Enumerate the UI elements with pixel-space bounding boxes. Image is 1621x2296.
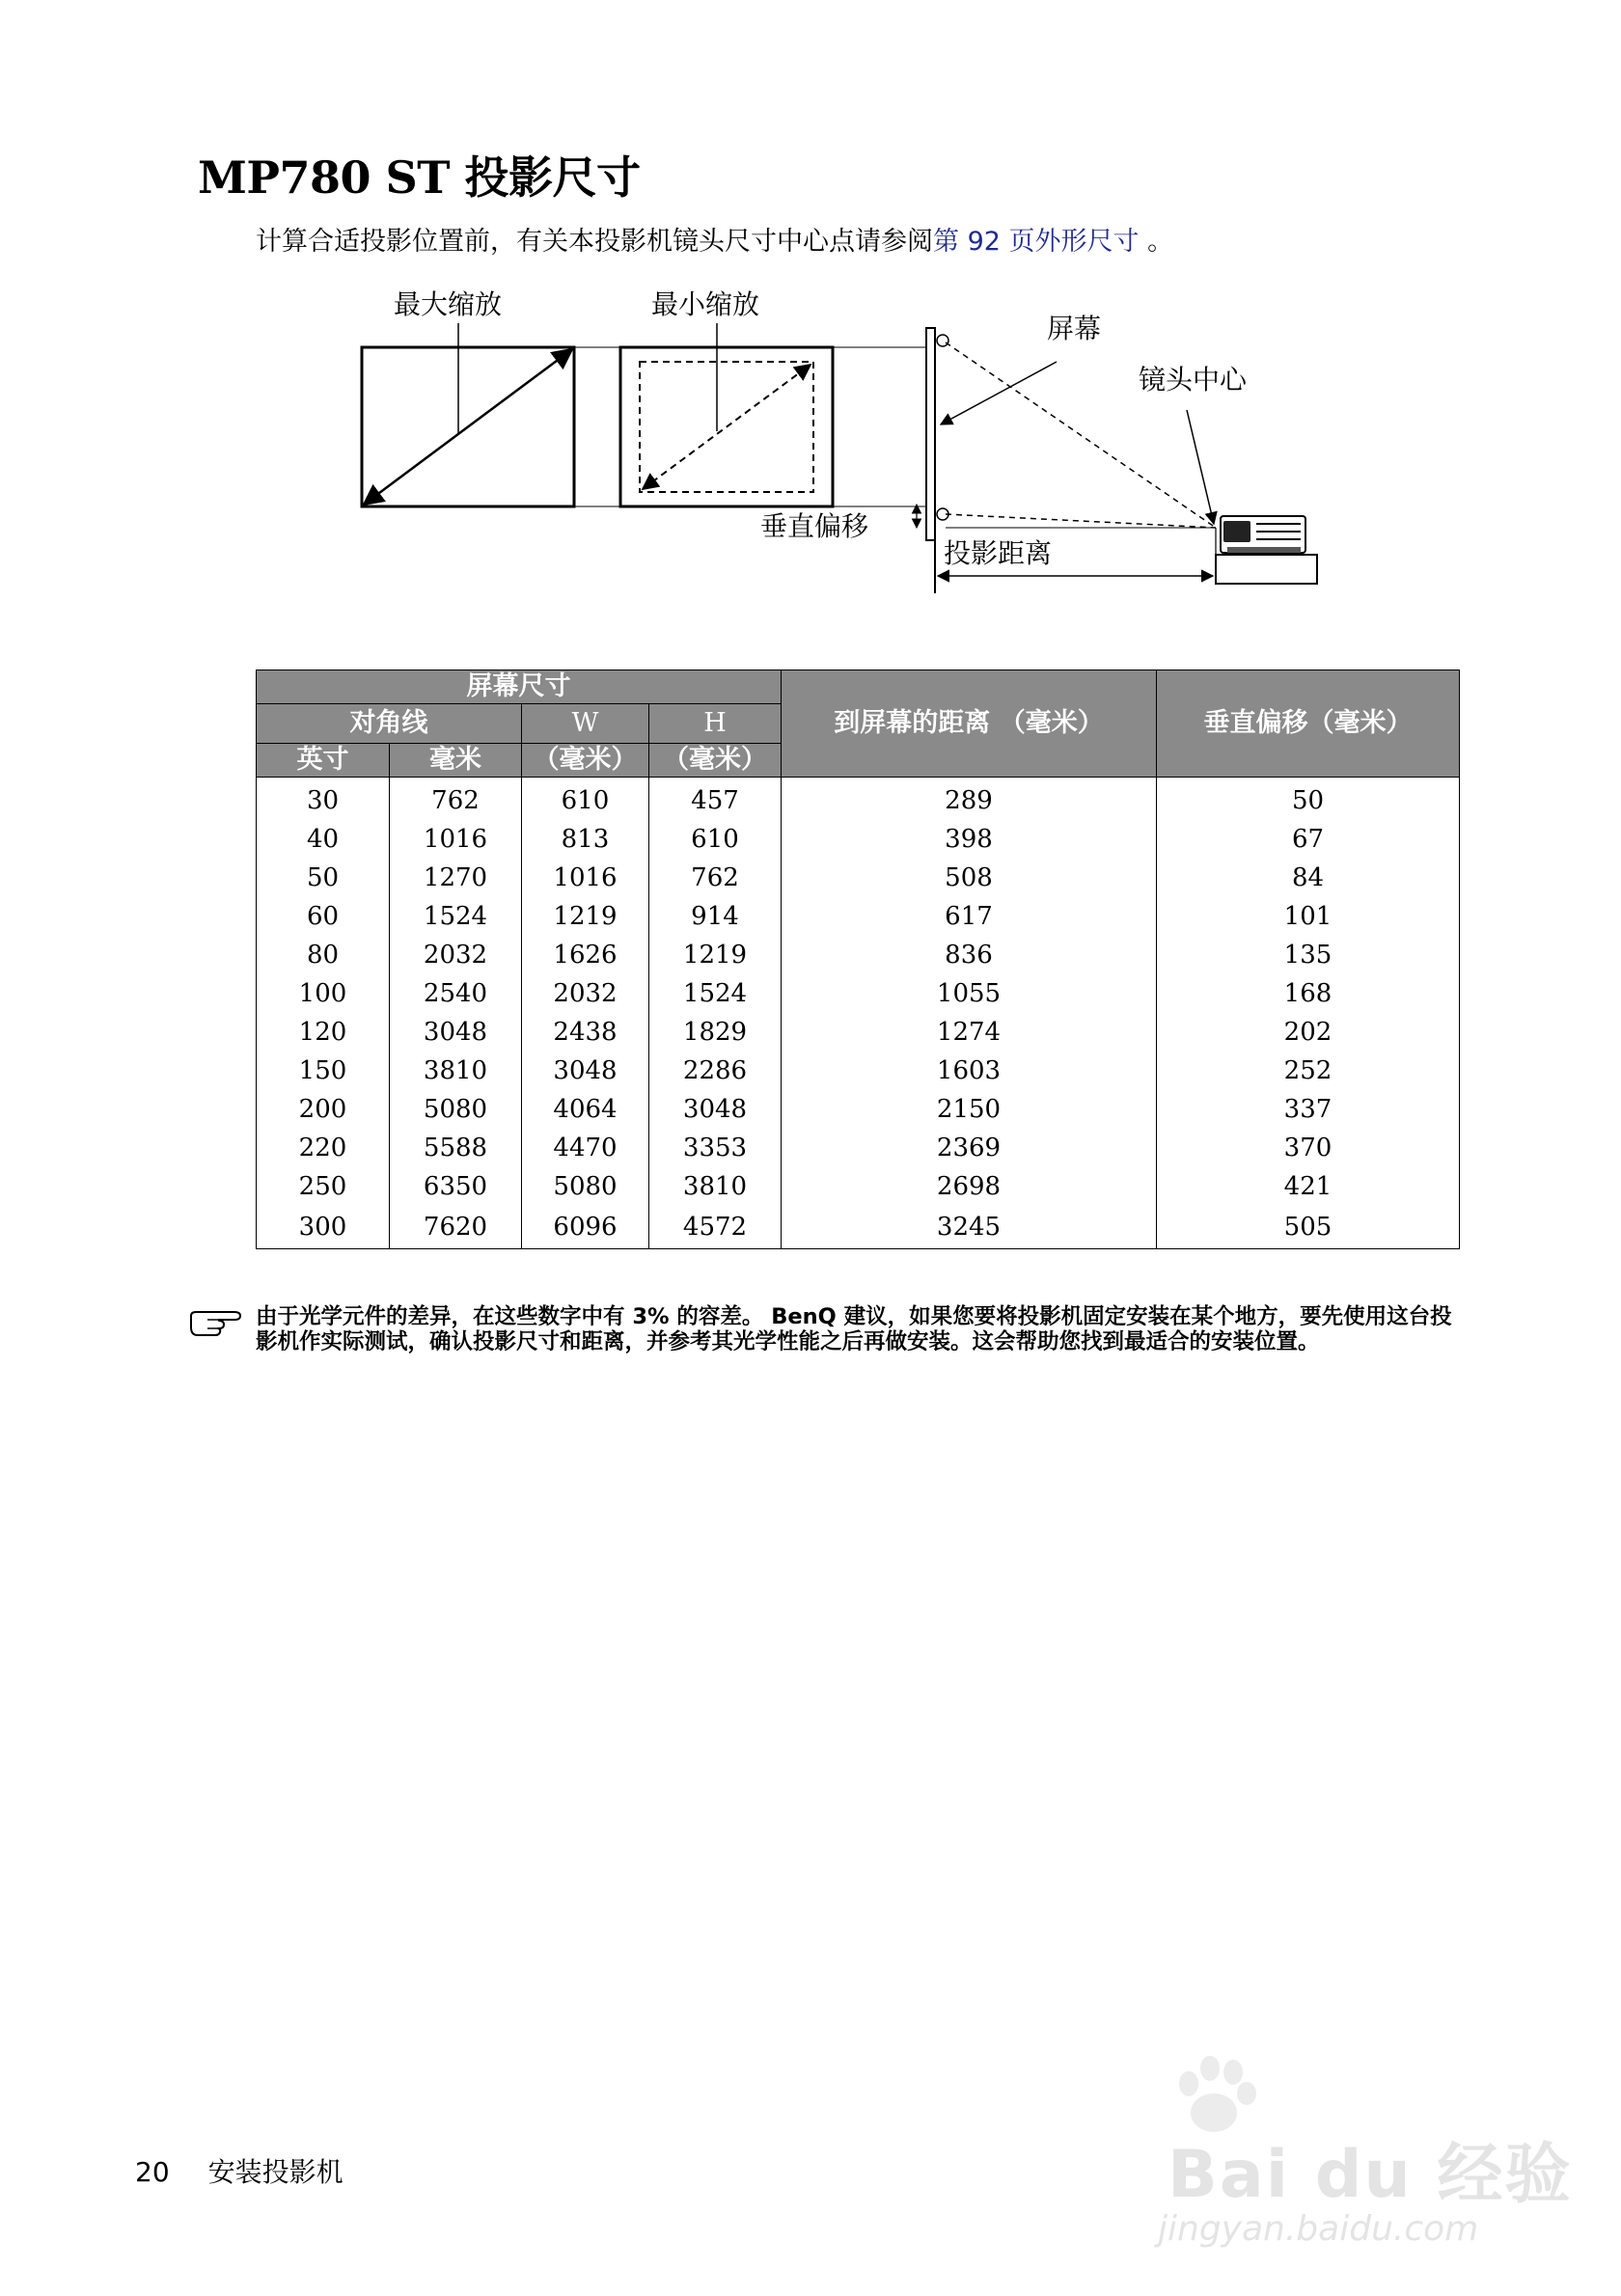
cell-h: 457 xyxy=(649,778,782,821)
cell-distance: 1603 xyxy=(782,1052,1157,1090)
cell-h: 762 xyxy=(649,859,782,897)
cell-distance: 508 xyxy=(782,859,1157,897)
table-row xyxy=(257,1206,1460,1249)
cell-offset: 168 xyxy=(1157,974,1460,1013)
projector-table xyxy=(1216,555,1317,584)
cell-h: 3353 xyxy=(649,1129,782,1167)
table-row xyxy=(257,859,1460,897)
table-row xyxy=(257,778,1460,821)
cell-mm: 6350 xyxy=(390,1167,522,1206)
label-projection-distance: 投影距离 xyxy=(944,537,1053,569)
cell-mm: 762 xyxy=(390,778,522,821)
cell-w: 5080 xyxy=(522,1167,649,1206)
cell-offset: 50 xyxy=(1157,778,1460,821)
cell-inch: 150 xyxy=(257,1052,390,1090)
cell-h: 1829 xyxy=(649,1013,782,1052)
beam-bottom xyxy=(946,514,1216,528)
header-w: W xyxy=(522,704,649,744)
screen-side xyxy=(926,328,935,540)
cell-inch: 200 xyxy=(257,1090,390,1129)
cell-distance: 836 xyxy=(782,936,1157,974)
cell-mm: 3048 xyxy=(390,1013,522,1052)
header-mm: 毫米 xyxy=(390,744,522,778)
cell-distance: 1055 xyxy=(782,974,1157,1013)
table-row xyxy=(257,974,1460,1013)
cell-inch: 300 xyxy=(257,1206,390,1249)
watermark-brand: Bai du 经验 xyxy=(1168,2137,1573,2213)
label-min-zoom: 最小缩放 xyxy=(651,288,760,320)
cell-distance: 2150 xyxy=(782,1090,1157,1129)
cell-w: 4064 xyxy=(522,1090,649,1129)
cell-w: 4470 xyxy=(522,1129,649,1167)
cell-offset: 101 xyxy=(1157,897,1460,936)
cell-mm: 2540 xyxy=(390,974,522,1013)
cell-mm: 7620 xyxy=(390,1206,522,1249)
cell-w: 610 xyxy=(522,778,649,821)
cell-mm: 5080 xyxy=(390,1090,522,1129)
cell-w: 6096 xyxy=(522,1206,649,1249)
page-title: MP780 ST 投影尺寸 xyxy=(198,151,641,204)
cell-w: 1219 xyxy=(522,897,649,936)
cell-inch: 80 xyxy=(257,936,390,974)
dimensions-link[interactable]: 第 92 页外形尺寸 xyxy=(933,227,1140,257)
section-name: 安装投影机 xyxy=(207,2156,343,2188)
cell-inch: 120 xyxy=(257,1013,390,1052)
cell-offset: 505 xyxy=(1157,1206,1460,1249)
cell-offset: 67 xyxy=(1157,820,1460,859)
cell-mm: 2032 xyxy=(390,936,522,974)
cell-distance: 398 xyxy=(782,820,1157,859)
cell-distance: 289 xyxy=(782,778,1157,821)
cell-offset: 337 xyxy=(1157,1090,1460,1129)
watermark-url: jingyan.baidu.com xyxy=(1158,2209,1479,2249)
cell-mm: 1270 xyxy=(390,859,522,897)
header-h-unit: （毫米） xyxy=(649,744,782,778)
table-row xyxy=(257,820,1460,859)
table-row xyxy=(257,897,1460,936)
projection-diagram xyxy=(347,275,1351,603)
cell-inch: 40 xyxy=(257,820,390,859)
cell-offset: 84 xyxy=(1157,859,1460,897)
table-row xyxy=(257,1167,1460,1206)
cell-h: 1219 xyxy=(649,936,782,974)
cell-h: 1524 xyxy=(649,974,782,1013)
cell-w: 1016 xyxy=(522,859,649,897)
cell-inch: 30 xyxy=(257,778,390,821)
lens-center-leader xyxy=(1187,410,1214,524)
header-offset: 垂直偏移（毫米） xyxy=(1157,670,1460,778)
pointing-hand-icon xyxy=(188,1306,244,1339)
cell-distance: 2698 xyxy=(782,1167,1157,1206)
projection-size-table xyxy=(256,670,1460,1249)
cell-offset: 421 xyxy=(1157,1167,1460,1206)
cell-h: 914 xyxy=(649,897,782,936)
cell-h: 610 xyxy=(649,820,782,859)
cell-mm: 1524 xyxy=(390,897,522,936)
cell-distance: 3245 xyxy=(782,1206,1157,1249)
cell-w: 3048 xyxy=(522,1052,649,1090)
cell-offset: 370 xyxy=(1157,1129,1460,1167)
cell-distance: 617 xyxy=(782,897,1157,936)
cell-w: 1626 xyxy=(522,936,649,974)
cell-inch: 100 xyxy=(257,974,390,1013)
page-number: 20 xyxy=(135,2156,170,2188)
tolerance-note xyxy=(188,1304,1471,1354)
cell-inch: 50 xyxy=(257,859,390,897)
page-footer xyxy=(135,2151,343,2190)
label-max-zoom: 最大缩放 xyxy=(394,288,503,320)
label-lens-center: 镜头中心 xyxy=(1139,364,1248,396)
cell-mm: 1016 xyxy=(390,820,522,859)
projector-icon xyxy=(1221,516,1305,553)
table-row xyxy=(257,1090,1460,1129)
header-w-unit: （毫米） xyxy=(522,744,649,778)
table-row xyxy=(257,1052,1460,1090)
intro-paragraph xyxy=(256,220,1173,258)
intro-suffix: 。 xyxy=(1139,227,1174,257)
label-vertical-offset: 垂直偏移 xyxy=(760,510,869,542)
cell-h: 3048 xyxy=(649,1090,782,1129)
header-inch: 英寸 xyxy=(257,744,390,778)
header-distance: 到屏幕的距离 （毫米） xyxy=(782,670,1157,778)
cell-inch: 220 xyxy=(257,1129,390,1167)
header-diagonal: 对角线 xyxy=(257,704,522,744)
intro-text: 计算合适投影位置前，有关本投影机镜头尺寸中心点请参阅 xyxy=(256,227,933,257)
table-row xyxy=(257,1129,1460,1167)
cell-inch: 60 xyxy=(257,897,390,936)
cell-mm: 3810 xyxy=(390,1052,522,1090)
cell-w: 2032 xyxy=(522,974,649,1013)
table-row xyxy=(257,1013,1460,1052)
cell-mm: 5588 xyxy=(390,1129,522,1167)
cell-h: 2286 xyxy=(649,1052,782,1090)
screen-leader xyxy=(941,362,1057,424)
cell-h: 3810 xyxy=(649,1167,782,1206)
header-screen-size: 屏幕尺寸 xyxy=(257,670,782,704)
cell-w: 813 xyxy=(522,820,649,859)
cell-w: 2438 xyxy=(522,1013,649,1052)
cell-offset: 202 xyxy=(1157,1013,1460,1052)
cell-offset: 252 xyxy=(1157,1052,1460,1090)
header-h: H xyxy=(649,704,782,744)
cell-inch: 250 xyxy=(257,1167,390,1206)
cell-distance: 1274 xyxy=(782,1013,1157,1052)
note-text: 由于光学元件的差异，在这些数字中有 3% 的容差。 BenQ 建议，如果您要将投影机固定安装在某个地方，要先使用这台投影机作实际测试，确认投影尺寸和距离，并参考其光学性能之后再做安装。这会帮助您找到最适合的安装位置。 xyxy=(256,1304,1452,1354)
cell-distance: 2369 xyxy=(782,1129,1157,1167)
table-row xyxy=(257,936,1460,974)
cell-offset: 135 xyxy=(1157,936,1460,974)
cell-h: 4572 xyxy=(649,1206,782,1249)
label-screen: 屏幕 xyxy=(1047,313,1102,344)
